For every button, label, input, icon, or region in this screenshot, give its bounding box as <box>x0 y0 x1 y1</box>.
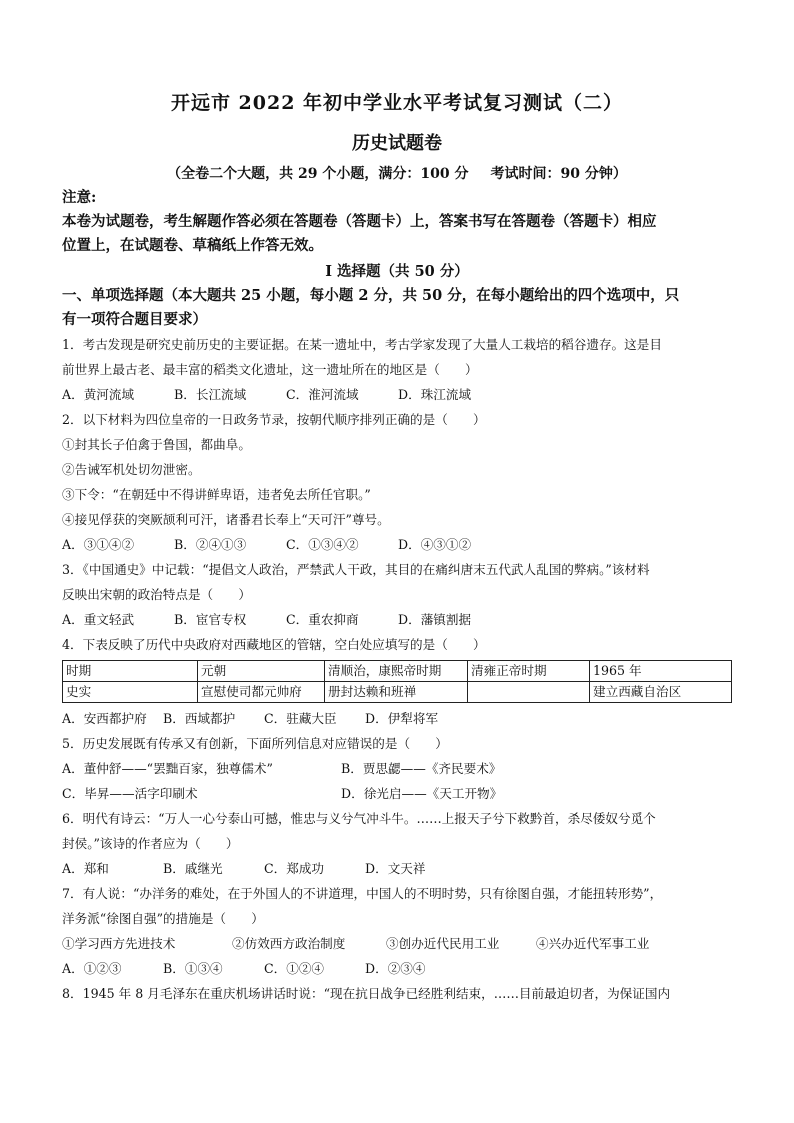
q8-stem-1: 8．1945 年 8 月毛泽东在重庆机场讲话时说：“现在抗日战争已经胜利结束，……目前最迫切者，为保证国内 <box>62 986 671 1001</box>
exam-title: 开远市 2022 年初中学业水平考试复习测试（二） <box>170 92 624 114</box>
q1-option-d: D．珠江流域 <box>398 387 472 402</box>
q3-option-d: D．藩镇割据 <box>398 612 472 627</box>
q3-stem-2: 反映出宋朝的政治特点是（ ） <box>62 587 251 602</box>
q6-stem-1: 6．明代有诗云：“万人一心兮泰山可撼，惟忠与义兮气冲斗牛。……上报天子兮下救黔首，杀尽倭奴兮觅个 <box>62 811 656 826</box>
table-cell: 建立西藏自治区 <box>590 682 732 703</box>
table-row <box>63 661 732 682</box>
q7-items <box>62 931 732 956</box>
q3-options <box>62 607 732 632</box>
q4-options <box>62 706 732 731</box>
q6-option-c: C．郑成功 <box>264 861 325 876</box>
q2-item-4: ④接见俘获的突厥颉利可汗，诸番君长奉上“天可汗”尊号。 <box>62 512 390 527</box>
q7-option-c: C．①②④ <box>264 961 325 976</box>
section-title: I 选择题（共 50 分） <box>325 263 469 280</box>
q7-option-b: B．①③④ <box>163 961 223 976</box>
q4-option-b: B．西域都护 <box>163 711 236 726</box>
q2-option-d: D．④③①② <box>398 537 472 552</box>
q4-option-d: D．伊犁将军 <box>365 711 439 726</box>
q7-item-1: ①学习西方先进技术 <box>62 936 176 951</box>
q4-table <box>62 660 732 703</box>
q2-option-c: C．①③④② <box>286 537 359 552</box>
q7-stem-1: 7．有人说：“办洋务的难处，在于外国人的不讲道理，中国人的不明时势，只有徐图自强，才能扭转形势”， <box>62 886 663 901</box>
q7-item-2: ②仿效西方政治制度 <box>232 936 346 951</box>
notice-label: 注意: <box>62 189 97 206</box>
q7-item-3: ③创办近代民用工业 <box>386 936 500 951</box>
table-cell: 1965 年 <box>590 661 732 682</box>
q5-option-a: A．董仲舒——“罢黜百家，独尊儒术” <box>62 761 273 776</box>
q4-option-c: C．驻藏大臣 <box>264 711 337 726</box>
section-instruction-2: 有一项符合题目要求） <box>62 311 207 328</box>
exam-subtitle: 历史试题卷 <box>352 133 442 154</box>
exam-info <box>62 162 732 186</box>
q1-option-c: C．淮河流域 <box>286 387 359 402</box>
q1-stem-1: 1．考古发现是研究史前历史的主要证据。在某一遗址中，考古学家发现了大量人工栽培的稻谷遗存。这是目 <box>62 337 662 352</box>
q2-item-2: ②告诫军机处切勿泄密。 <box>62 462 201 477</box>
exam-info-time: 考试时间：90 分钟） <box>490 166 627 182</box>
q3-stem-1: 3．《中国通史》中记载：“提倡文人政治，严禁武人干政，其目的在痛纠唐末五代武人乱国的弊病。”该材料 <box>62 562 650 577</box>
q5-option-c: C．毕昇——活字印刷术 <box>62 786 198 801</box>
exam-page <box>62 88 732 1006</box>
q6-option-d: D．文天祥 <box>365 861 426 876</box>
notice-text-1: 本卷为试题卷，考生解题作答必须在答题卷（答题卡）上，答案书写在答题卷（答题卡）相应 <box>62 213 657 230</box>
q2-option-a: A．③①④② <box>62 537 135 552</box>
q7-item-4: ④兴办近代军事工业 <box>536 936 650 951</box>
q6-stem-2: 封侯。”该诗的作者应为（ ） <box>62 836 239 851</box>
q4-stem: 4．下表反映了历代中央政府对西藏地区的管辖，空白处应填写的是（ ） <box>62 637 486 652</box>
q3-option-c: C．重农抑商 <box>286 612 359 627</box>
table-cell: 清顺治，康熙帝时期 <box>325 661 468 682</box>
table-cell-blank <box>468 682 590 703</box>
q2-options <box>62 532 732 557</box>
q5-stem: 5．历史发展既有传承又有创新，下面所列信息对应错误的是（ ） <box>62 736 448 751</box>
q7-option-a: A．①②③ <box>62 961 122 976</box>
table-cell: 册封达赖和班禅 <box>325 682 468 703</box>
q3-option-b: B．宦官专权 <box>174 612 247 627</box>
q2-item-1: ①封其长子伯禽于鲁国，都曲阜。 <box>62 437 251 452</box>
q1-option-b: B．长江流域 <box>174 387 247 402</box>
q5-options-row-1 <box>62 756 732 781</box>
q5-options-row-2 <box>62 781 732 806</box>
q7-option-d: D．②③④ <box>365 961 426 976</box>
q4-option-a: A．安西都护府 <box>62 711 147 726</box>
q1-options <box>62 382 732 407</box>
table-row <box>63 682 732 703</box>
q3-option-a: A．重文轻武 <box>62 612 135 627</box>
table-cell: 宣慰使司都元帅府 <box>198 682 325 703</box>
q2-option-b: B．②④①③ <box>174 537 247 552</box>
exam-info-score: （全卷二个大题，共 29 个小题，满分：100 分 <box>167 166 469 182</box>
notice-text-2: 位置上，在试题卷、草稿纸上作答无效。 <box>62 237 323 254</box>
q6-option-b: B．戚继光 <box>163 861 223 876</box>
q7-options <box>62 956 732 981</box>
table-cell: 时期 <box>63 661 198 682</box>
q2-item-3: ③下令：“在朝廷中不得讲鲜卑语，违者免去所任官职。” <box>62 487 371 502</box>
table-cell: 元朝 <box>198 661 325 682</box>
q5-option-b: B．贾思勰——《齐民要术》 <box>341 761 502 776</box>
q6-options <box>62 856 732 881</box>
q7-stem-2: 洋务派“徐图自强”的措施是（ ） <box>62 911 264 926</box>
q1-stem-2: 前世界上最古老、最丰富的稻类文化遗址，这一遗址所在的地区是（ ） <box>62 362 478 377</box>
q1-option-a: A．黄河流域 <box>62 387 135 402</box>
table-cell: 史实 <box>63 682 198 703</box>
section-instruction-1: 一、单项选择题（本大题共 25 小题，每小题 2 分，共 50 分，在每小题给出的四个选项中，只 <box>62 287 680 304</box>
table-cell: 清雍正帝时期 <box>468 661 590 682</box>
q5-option-d: D．徐光启——《天工开物》 <box>341 786 503 801</box>
q2-stem: 2．以下材料为四位皇帝的一日政务节录，按朝代顺序排列正确的是（ ） <box>62 412 486 427</box>
q6-option-a: A．郑和 <box>62 861 109 876</box>
